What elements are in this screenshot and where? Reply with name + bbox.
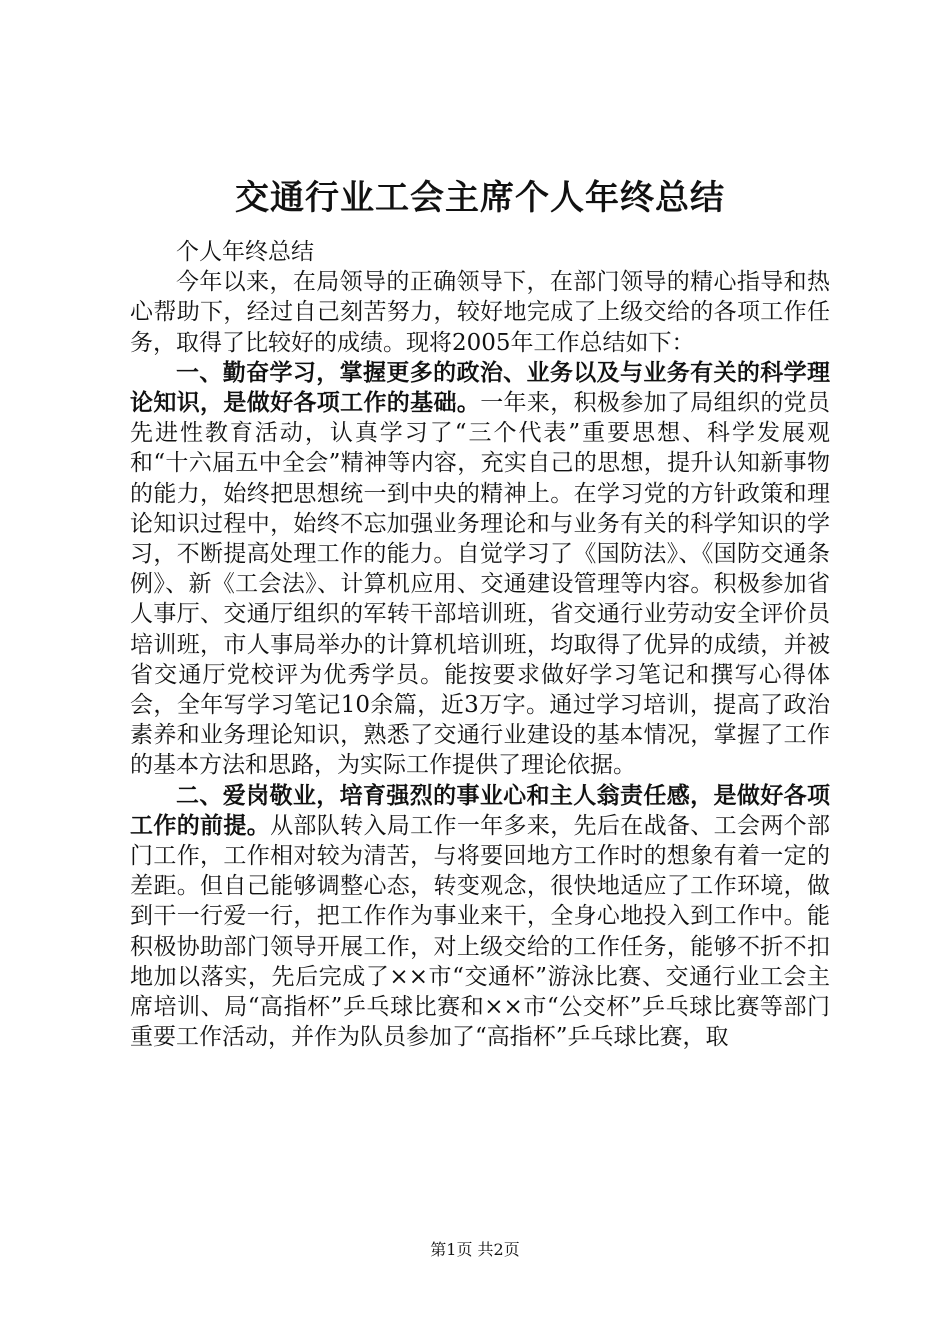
- section-heading-1: 一、勤奋学习，掌握更多的政治、业务以及与业务有关的科学理论知识，是做好各项工作的基础。: [130, 358, 830, 417]
- document-title: 交通行业工会主席个人年终总结: [235, 178, 725, 218]
- paragraph-section-1: [130, 358, 830, 781]
- section-body-2: 从部队转入局工作一年多来，先后在战备、工会两个部门工作，工作相对较为清苦，与将要回地方工作时的想象有着一定的差距。但自己能够调整心态，转变观念，很快地适应了工作环境，做到干一行爱一行，把工作作为事业来干，全身心地投入到工作中。能积极协助部门领导开展工作，对上级交给的工作任务，能够不折不扣地加以落实，先后完成了××市“交通杯”游泳比赛、交通行业工会主席培训、局“高指杯”乒乓球比赛和××市“公交杯”乒乓球比赛等部门重要工作活动，并作为队员参加了“高指杯”乒乓球比赛，取: [130, 812, 831, 1051]
- paragraph-text: 个人年终总结: [176, 239, 314, 265]
- paragraph-intro: [130, 267, 830, 358]
- paragraph-subtitle: [130, 237, 830, 267]
- section-heading-2: 二、爱岗敬业，培育强烈的事业心和主人翁责任感，是做好各项工作的前提。: [130, 781, 830, 839]
- section-body-1: 一年来，积极参加了局组织的党员先进性教育活动，认真学习了“三个代表”重要思想、科学发展观和“十六届五中全会”精神等内容，充实自己的思想，提升认知新事物的能力，始终把思想统一到中央的精神上。在学习党的方针政策和理论知识过程中，始终不忘加强业务理论和与业务有关的科学知识的学习，不断提高处理工作的能力。自觉学习了《国防法》、《国防交通条例》、新《工会法》、计算机应用、交通建设管理等内容。积极参加省人事厅、交通厅组织的军转干部培训班，省交通行业劳动安全评价员培训班，市人事局举办的计算机培训班，均取得了优异的成绩，并被省交通厅党校评为优秀学员。能按要求做好学习笔记和撰写心得体会，全年写学习笔记10余篇，近3万字。通过学习培训，提高了政治素养和业务理论知识，熟悉了交通行业建设的基本情况，掌握了工作的基本方法和思路，为实际工作提供了理论依据。: [130, 390, 831, 779]
- document-page: [130, 175, 830, 1052]
- paragraph-section-2: [130, 781, 830, 1053]
- page-footer: 第1页 共2页: [430, 1240, 520, 1259]
- paragraph-text: 今年以来，在局领导的正确领导下，在部门领导的精心指导和热心帮助下，经过自己刻苦努力，较好地完成了上级交给的各项工作任务，取得了比较好的成绩。现将2005年工作总结如下：: [130, 269, 830, 356]
